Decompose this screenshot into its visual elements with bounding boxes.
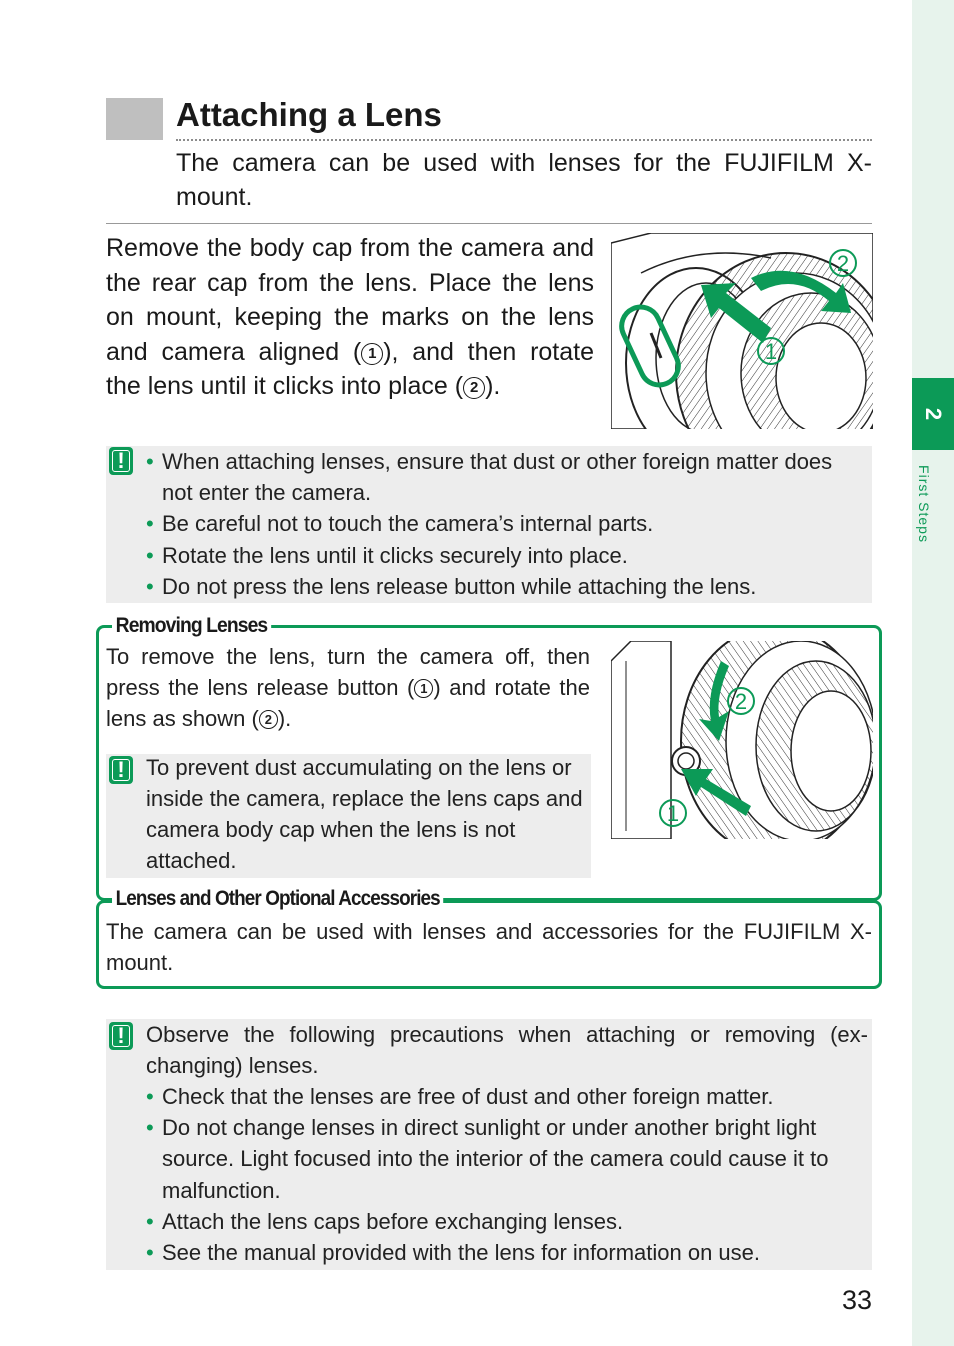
caution-item: • Attach the lens caps before exchanging lenses. [146,1206,868,1237]
instr-part2: ), and then rotate the lens until it clicks into place ( [106,337,594,401]
removing-lenses-title: Removing Lenses [112,612,271,640]
caution-icon: ! [109,1022,133,1050]
attach-instructions [106,231,594,404]
instr-part3: ). [485,372,501,401]
caution-icon: ! [109,447,133,475]
caution-item: • Do not press the lens release button while attaching the lens. [146,571,868,602]
caution-remove-text: To prevent dust accumulating on the lens or inside the camera, replace the lens caps and camera body cap when the lens is not attached. [146,755,583,873]
removing-lenses-text [106,641,590,734]
caution-item: • Check that the lenses are free of dust and other foreign matter. [146,1081,868,1112]
caution-icon: ! [109,756,133,784]
accessories-text: The camera can be used with lenses and accessories for the FUJIFILM X-mount. [106,919,872,975]
remove-step-2-marker: 2 [259,710,278,729]
fig1-label-2: 2 [836,251,850,276]
accessories-title: Lenses and Other Optional Accessories [112,885,443,913]
heading-divider [176,139,872,141]
chapter-number: 2 [921,407,946,421]
remove-part3: ). [277,706,292,731]
section-rule [106,223,872,224]
instr-part1: Remove the body cap from the camera and the rear cap from the lens. Place the lens on mount, keeping the marks on the lens and camera aligned ( [106,234,594,366]
side-tab-strip [912,0,954,1346]
caution-exchange-lead: Observe the following precautions when attaching or removing (exchanging) lenses. [146,1022,868,1078]
heading-marker [106,98,163,140]
caution-item: • Rotate the lens until it clicks securely into place. [146,540,868,571]
remove-step-1-marker: 1 [414,679,433,698]
remove-lens-illustration [611,641,873,839]
section-label-wrap [906,430,946,590]
caution-list-attach [146,446,868,602]
page-number: 33 [841,1285,872,1315]
intro-text: The camera can be used with lenses for the FUJIFILM X-mount. [176,149,872,211]
attach-lens-svg [611,233,873,429]
caution-item: • Do not change lenses in direct sunlight or under another bright light source. Light focused into the interior of the camera could cause it to malfunction. [146,1112,868,1206]
remove-part2: ) and rotate the lens as shown ( [106,675,590,731]
remove-lens-svg [611,641,873,839]
fig2-label-2: 2 [734,689,748,714]
attach-lens-illustration [611,233,873,429]
step-2-marker: 2 [463,377,485,399]
step-1-marker: 1 [361,343,383,365]
fig1-label-1: 1 [764,339,778,364]
caution-list-exchange [146,1081,868,1268]
fig2-label-1: 1 [666,801,680,826]
remove-part1: To remove the lens, turn the camera off, then press the lens release button ( [106,644,590,700]
caution-item: • When attaching lenses, ensure that dust or other foreign matter does not enter the camera. [146,446,868,508]
caution-item: • Be careful not to touch the camera’s internal parts. [146,508,868,539]
page-title: Attaching a Lens [176,96,442,133]
section-label: First Steps [916,465,932,543]
caution-item: • See the manual provided with the lens for information on use. [146,1237,868,1268]
accessories-divider [455,899,875,902]
